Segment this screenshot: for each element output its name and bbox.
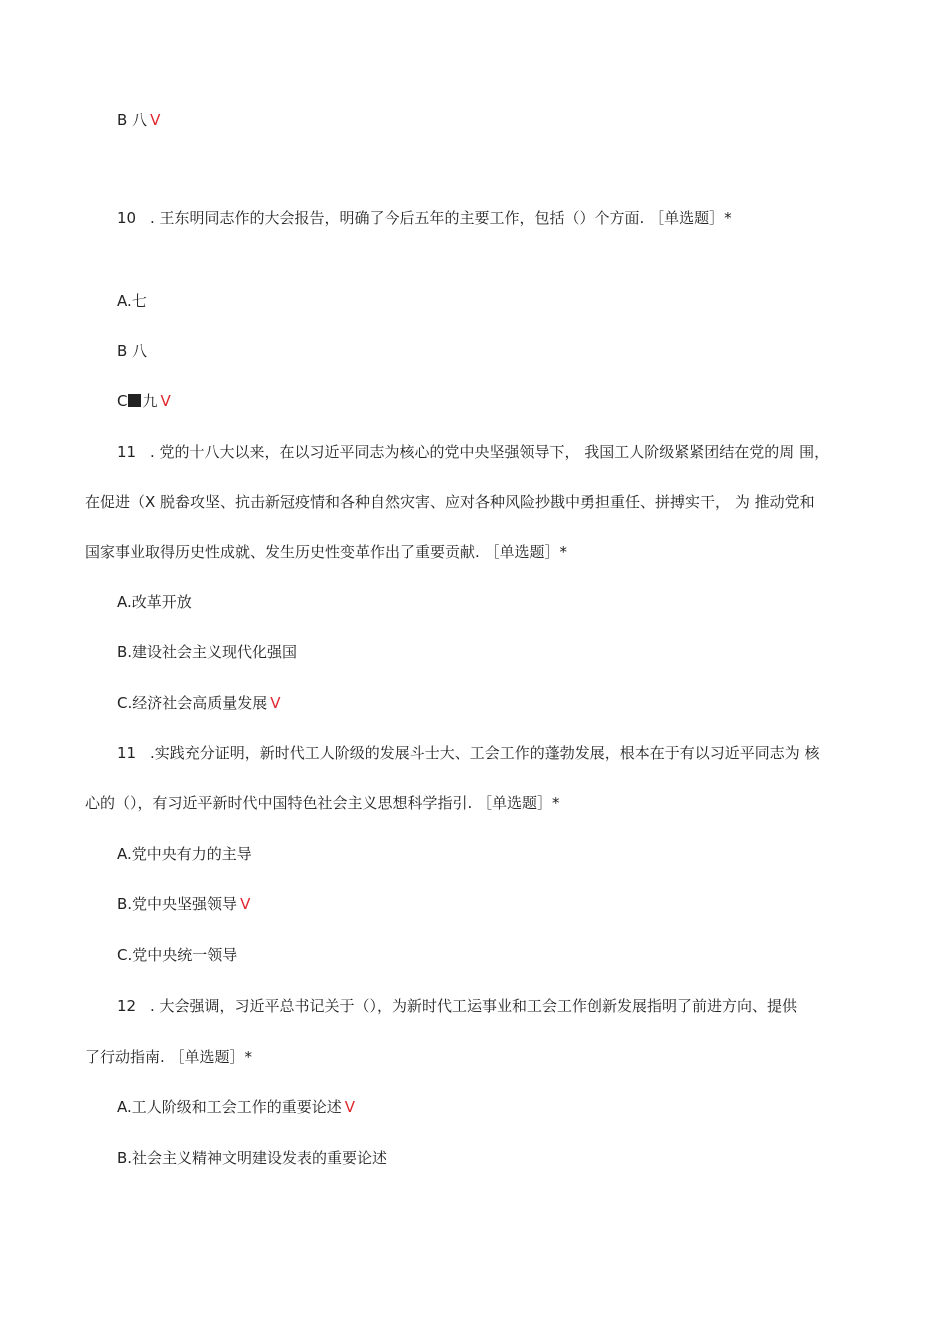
correct-mark: V — [160, 392, 171, 410]
question-text-line-3: 国家事业取得历史性成就、发生历史性变革作出了重要贡献. ［单选题］* — [85, 543, 568, 561]
correct-mark: V — [270, 694, 281, 712]
option-text: 九 — [142, 392, 158, 410]
option-a-correct — [117, 1097, 355, 1117]
option-text: B.党中央坚强领导 — [117, 895, 238, 913]
correct-mark: V — [344, 1098, 356, 1116]
correct-mark: V — [240, 895, 251, 913]
question-number: 11 — [117, 443, 137, 461]
option-a: A.七 — [117, 292, 147, 310]
option-text: A.工人阶级和工会工作的重要论述 — [117, 1098, 342, 1116]
question-number: 10 — [117, 209, 137, 227]
question-number: 11 — [117, 744, 137, 762]
question-text-line-2: 在促进（X 脱畚攻坚、抗击新冠疫情和各种自然灾害、应对各种风险抄戡中勇担重任、拼搏实干， 为 推动党和 — [85, 493, 815, 511]
question-text-line-2: 心的（），有习近平新时代中国特色社会主义思想科学指引. ［单选题］* — [85, 794, 560, 812]
option-text: C.经济社会高质量发展 — [117, 694, 268, 712]
option-text: B 八 — [117, 111, 148, 129]
option-c-correct — [117, 391, 171, 411]
question-text-line-1: .实践充分证明，新时代工人阶级的发展斗士大、工会工作的蓬勃发展，根本在于有以习近平同志为 核 — [150, 744, 820, 762]
option-a: A.改革开放 — [117, 593, 192, 611]
option-b-correct — [117, 894, 250, 914]
question-text-line-1: . 大会强调，习近平总书记关于（），为新时代工运事业和工会工作创新发展指明了前进方向、提供 — [150, 997, 798, 1015]
correct-mark: V — [150, 111, 161, 129]
question-text-line-1: . 党的十八大以来，在以习近平同志为核心的党中央坚强领导下， 我国工人阶级紧紧团结在党的周 围， — [150, 443, 830, 461]
option-a: A.党中央有力的主导 — [117, 845, 252, 863]
option-prefix: C — [117, 392, 128, 410]
question-text-line-2: 了行动指南. ［单选题］* — [85, 1048, 253, 1066]
question-text: . 王东明同志作的大会报告，明确了今后五年的主要工作，包括（）个方面. ［单选题］* — [150, 209, 732, 227]
option-c: C.党中央统一领导 — [117, 946, 238, 964]
question-number: 12 — [117, 997, 137, 1015]
filled-square-icon — [128, 394, 141, 407]
option-b: B.社会主义精神文明建设发表的重要论述 — [117, 1149, 388, 1167]
option-c-correct — [117, 693, 281, 713]
option-b: B.建设社会主义现代化强国 — [117, 643, 298, 661]
option-b: B 八 — [117, 342, 148, 360]
option-b-correct — [117, 110, 160, 130]
